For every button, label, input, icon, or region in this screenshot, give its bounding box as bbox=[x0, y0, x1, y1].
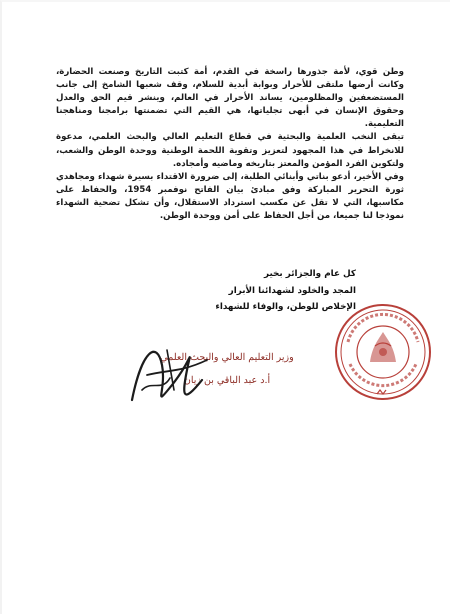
paragraph-elites: تبقى النخب العلمية والبحثية في قطاع التعليم العالي والبحث العلمي، مدعوة للانخراط في هذا المجهود لتعزيز وتقوية اللحمة الوطنية ووحدة الوطن والشعب، ولتكوين الفرد المؤمن والمعتز بتاريخه وماضيه وأمجاده. bbox=[56, 132, 404, 169]
signatory-title: وزير التعليم العالي والبحث العلمي bbox=[160, 352, 294, 363]
letter-body bbox=[56, 66, 404, 223]
handwritten-signature bbox=[112, 330, 222, 420]
closing-line-2: المجد والخلود لشهدائنا الأبرار bbox=[228, 285, 356, 296]
signatory-name: أ.د عبد الباقي بن زيان bbox=[183, 375, 271, 386]
paragraph-students: وفي الأخير، أدعو بناتي وأبنائي الطلبة، إلى ضرورة الاقتداء بسيرة شهداء ومجاهدي ثورة التحرير المباركة وفق مبادئ بيان الفاتح نوفمبر 1954، والحفاظ على مكاسبها، التي لا تقل عن مكسب استرداد الاستقلال، وأن تشكل تضحية الشهداء نموذجا لنا جميعا، من أجل الحفاظ على أمن ووحدة الوطن. bbox=[56, 171, 405, 222]
closing-line-1: كل عام والجزائر بخير bbox=[263, 269, 356, 279]
official-seal bbox=[330, 302, 436, 406]
paragraph-history: وطن قوي، لأمة جذورها راسخة في القدم، أمة كتبت التاريخ وصنعت الحضارة، وكانت أرضها ملتقى للأحرار وبوابة أبدية للسلام، وقف شعبها الشامخ إلى جانب المستضعفين والمظلومين، يساند الأحرار في العالم، وينشر قيم الحق والعدل وحقوق الإنسان في أبهى تجلياتها، هي القيم التي تضمنتها برامجنا ومناهجنا التعليمية. bbox=[56, 67, 404, 130]
closing-line-3: الإخلاص للوطن، والوفاء للشهداء bbox=[215, 302, 356, 312]
